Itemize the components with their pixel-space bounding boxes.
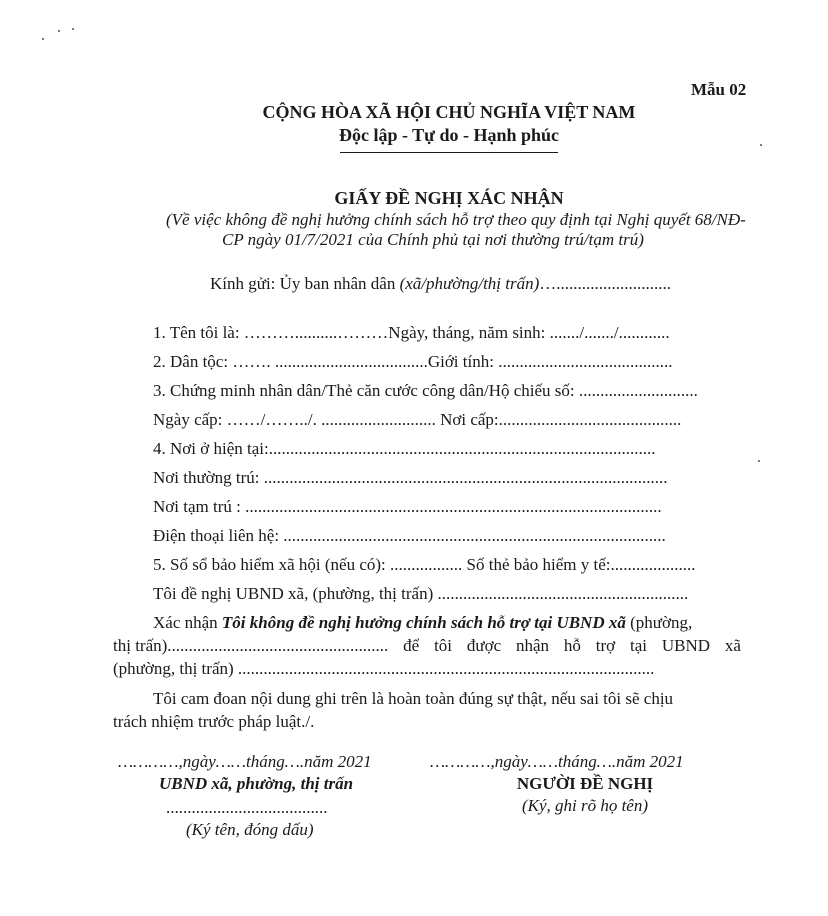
field-insurance-numbers[interactable]: 5. Số sổ bảo hiểm xã hội (nếu có): ................. Số thẻ bảo hiểm y tế:.................... (153, 555, 696, 574)
confirm-word: trợ (595, 636, 616, 655)
confirm-word: hỗ (563, 636, 581, 655)
right-signature-title: NGƯỜI ĐỀ NGHỊ (516, 774, 654, 793)
document-title: GIẤY ĐỀ NGHỊ XÁC NHẬN (334, 188, 564, 208)
confirm-line2-blank[interactable]: thị trấn).................................................... (113, 636, 389, 655)
motto-underline (340, 152, 558, 153)
confirm-word: xã (724, 636, 741, 655)
field-temporary-address[interactable]: Nơi tạm trú : .................................................................................................. (153, 497, 662, 516)
left-signature-note: (Ký tên, đóng dấu) (186, 820, 314, 839)
confirm-line2 (113, 636, 741, 656)
scan-speck (42, 38, 44, 40)
pledge-line1: Tôi cam đoan nội dung ghi trên là hoàn toàn đúng sự thật, nếu sai tôi sẽ chịu (153, 689, 674, 708)
field-id-number[interactable]: 3. Chứng minh nhân dân/Thẻ căn cước công dân/Hộ chiếu số: ............................ (153, 381, 698, 400)
addressee-line (210, 274, 671, 294)
motto: Độc lập - Tự do - Hạnh phúc (338, 125, 560, 145)
confirm-prefix: Xác nhận (153, 613, 222, 632)
addressee-ellipsis: … (539, 274, 557, 293)
confirm-word: để (403, 636, 420, 655)
right-signature-note: (Ký, ghi rõ họ tên) (521, 796, 649, 815)
scan-speck (760, 144, 762, 146)
confirm-statement: Tôi không đề nghị hưởng chính sách hỗ trợ tại UBND xã (221, 613, 626, 632)
field-phone[interactable]: Điện thoại liên hệ: .......................................................................................... (153, 526, 666, 545)
left-signature-date[interactable]: …………,ngày……tháng….năm 2021 (118, 752, 372, 771)
document-subtitle-line2: CP ngày 01/7/2021 của Chính phủ tại nơi thường trú/tạm trú) (222, 230, 644, 249)
confirm-line3[interactable]: (phường, thị trấn) .................................................................................................. (113, 659, 655, 678)
form-code: Mẫu 02 (691, 80, 747, 99)
addressee-prefix: Kính gửi: Ủy ban nhân dân (210, 274, 400, 293)
confirm-word: tại (629, 636, 647, 655)
left-signature-title: UBND xã, phường, thị trấn (158, 774, 354, 793)
scan-speck (72, 28, 74, 30)
field-permanent-address[interactable]: Nơi thường trú: ............................................................................................... (153, 468, 668, 487)
document-subtitle-line1: (Về việc không đề nghị hưởng chính sách hỗ trợ theo quy định tại Nghị quyết 68/NĐ- (166, 210, 746, 229)
scan-speck (758, 460, 760, 462)
pledge-line2: trách nhiệm trước pháp luật./. (113, 712, 315, 731)
confirm-line1 (153, 613, 692, 633)
field-issue-date-place[interactable]: Ngày cấp: ……/……../. ........................... Nơi cấp:........................................... (153, 410, 682, 429)
confirm-word: được (466, 636, 502, 655)
confirm-word: tôi (434, 636, 453, 655)
field-current-address[interactable]: 4. Nơi ở hiện tại:........................................................................................... (153, 439, 656, 458)
confirm-word: UBND (661, 636, 711, 655)
left-signature-blank[interactable]: ...................................... (166, 798, 328, 817)
confirm-suffix: (phường, (625, 613, 693, 632)
confirm-word: nhận (515, 636, 550, 655)
field-name-dob[interactable]: 1. Tên tôi là: ………..........………Ngày, tháng, năm sinh: ......./......./............ (153, 323, 670, 342)
addressee-blank[interactable]: ........................... (556, 274, 672, 293)
field-ethnicity-gender[interactable]: 2. Dân tộc: ……. ....................................Giới tính: ......................................... (153, 352, 673, 371)
country-header: CỘNG HÒA XÃ HỘI CHỦ NGHĨA VIỆT NAM (262, 102, 636, 122)
right-signature-date[interactable]: …………,ngày……tháng….năm 2021 (430, 752, 684, 771)
field-request-commune[interactable]: Tôi đề nghị UBND xã, (phường, thị trấn) ........................................................... (153, 584, 689, 603)
scan-speck (58, 30, 60, 32)
addressee-unit: (xã/phường/thị trấn) (399, 274, 540, 293)
